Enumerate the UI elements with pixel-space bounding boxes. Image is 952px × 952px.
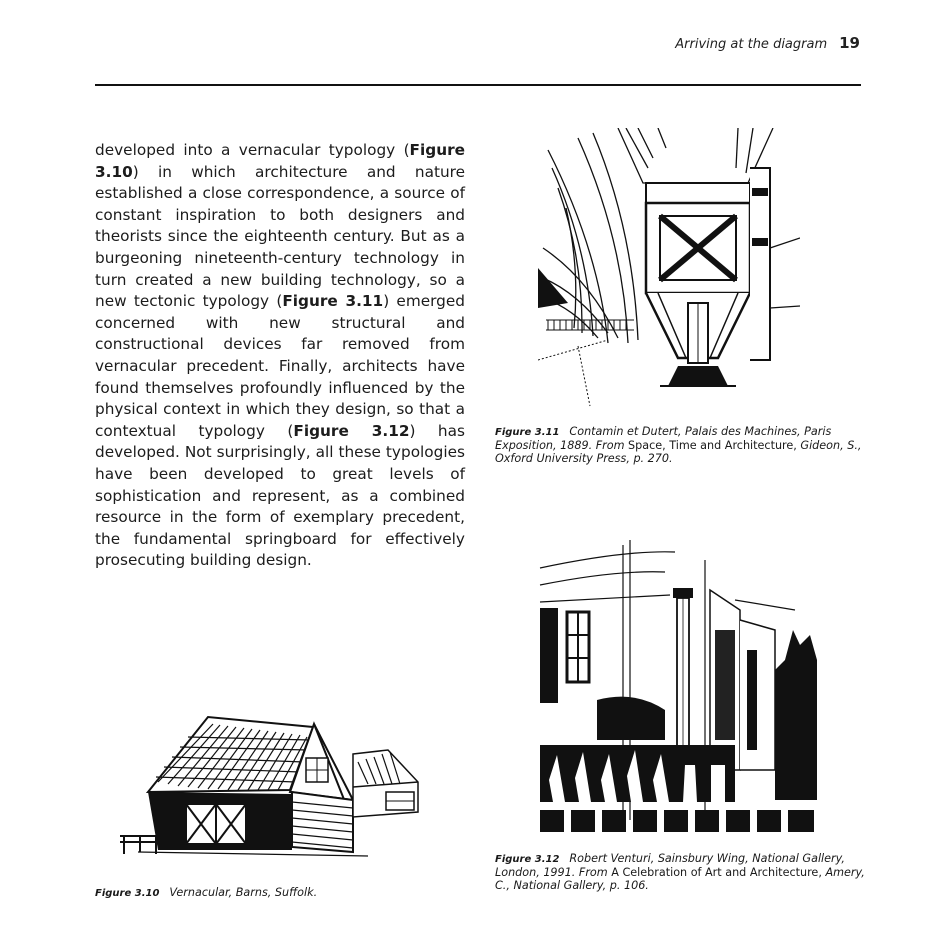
body-paragraph xyxy=(95,140,465,572)
figure-3-12-source: A Celebration of Art and Architecture, xyxy=(611,866,822,879)
sainsbury-wing-sketch xyxy=(535,540,820,836)
body-text-3: ) emerged concerned with new structural and constructional devices far removed from vernacular precedent. Finally, architects have found themselves profoundly influenced by the physical context in which they design, so that a contextual typology ( xyxy=(95,292,465,440)
figure-3-11-caption xyxy=(495,425,865,465)
figure-3-11-text: Contamin et Dutert, Palais des Machines, Paris Exposition, 1889. From xyxy=(495,425,832,452)
figure-ref-3-10[interactable]: Figure 3.10 xyxy=(95,141,465,181)
running-head xyxy=(675,34,860,52)
palais-des-machines-sketch xyxy=(538,128,800,410)
figure-3-12-caption xyxy=(495,852,865,892)
body-text-4: ) has developed. Not surprisingly, all these typologies have been developed to great levels of sophistication and represent, as a combined resource in the form of exemplary precedent, the fundamental springboard for effectively prosecuting building design. xyxy=(95,421,465,570)
figure-3-10-text: Vernacular, Barns, Suffolk. xyxy=(169,886,318,899)
figure-3-10-illustration xyxy=(118,712,438,864)
body-text-1: developed into a vernacular typology ( xyxy=(95,141,410,159)
figure-3-11-source: Space, Time and Architecture, xyxy=(628,439,797,452)
body-text-2: ) in which architecture and nature established a close correspondence, a source of constant inspiration to both designers and theorists since the eighteenth century. But as a burgeoning nineteenth-century technology in turn created a new building technology, so a new tectonic typology ( xyxy=(95,162,465,311)
figure-3-12-credit: Amery, C., National Gallery, p. 106. xyxy=(495,866,865,892)
suffolk-barn-sketch xyxy=(118,712,438,864)
figure-ref-3-11[interactable]: Figure 3.11 xyxy=(282,292,384,311)
figure-ref-3-12[interactable]: Figure 3.12 xyxy=(293,421,410,440)
figure-3-12-text: Robert Venturi, Sainsbury Wing, National Gallery, London, 1991. From xyxy=(495,852,845,879)
header-rule xyxy=(95,84,861,86)
figure-3-11-credit: Gideon, S., Oxford University Press, p. 270. xyxy=(495,439,862,465)
figure-3-12-illustration xyxy=(535,540,820,836)
figure-3-11-illustration xyxy=(538,128,800,410)
figure-3-12-label: Figure 3.12 xyxy=(495,854,560,865)
running-head-title: Arriving at the diagram xyxy=(675,37,828,52)
page-number: 19 xyxy=(839,34,860,52)
figure-3-11-label: Figure 3.11 xyxy=(495,427,560,438)
figure-3-10-caption xyxy=(95,886,455,900)
figure-3-10-label: Figure 3.10 xyxy=(95,888,160,899)
